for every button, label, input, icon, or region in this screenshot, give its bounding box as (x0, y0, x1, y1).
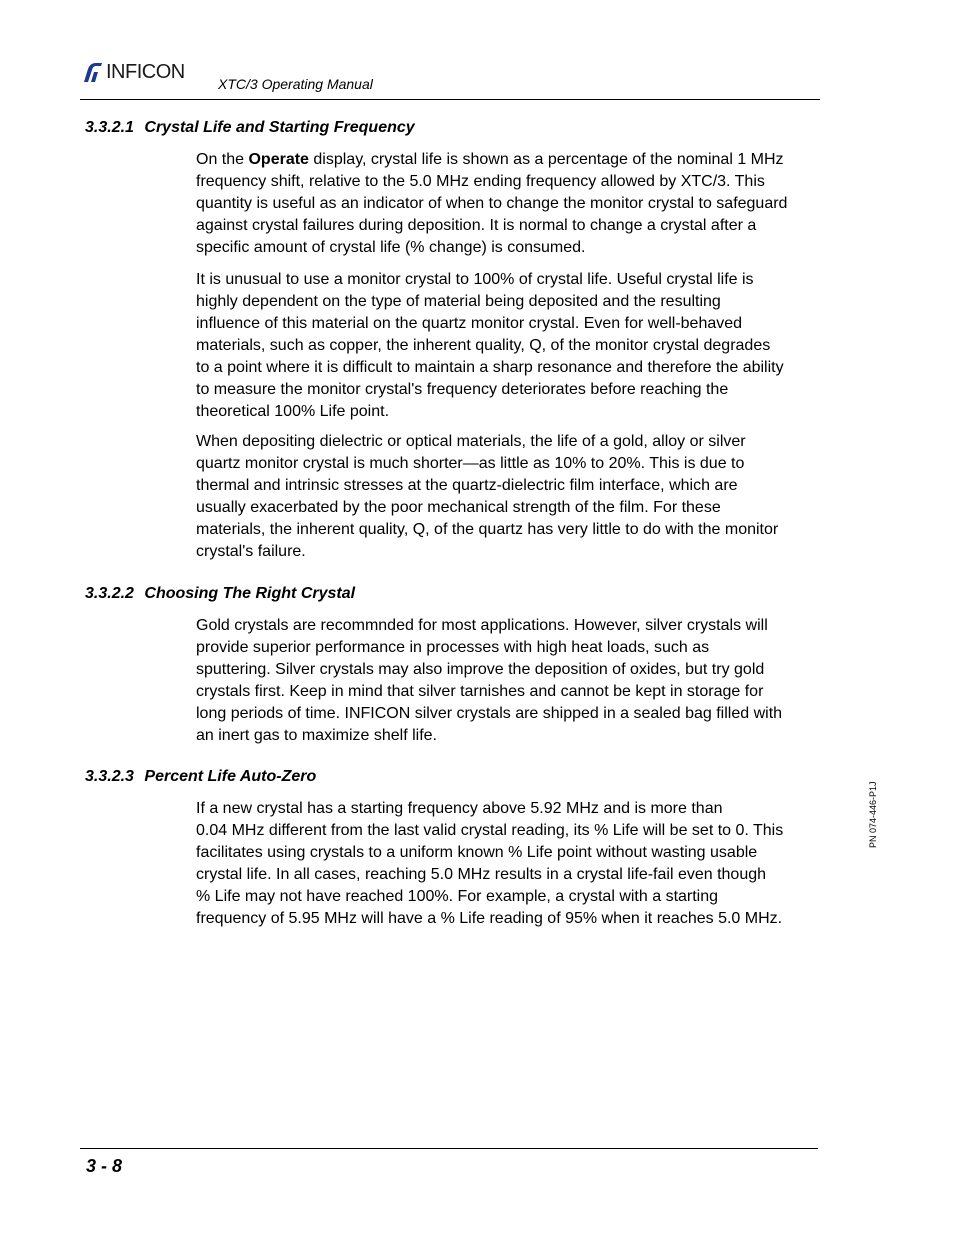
page-number: 3 - 8 (86, 1156, 123, 1176)
text-line: materials, the inherent quality, Q, of the quartz has very little to do with the monitor (196, 521, 779, 538)
text-line: On the Operate display, crystal life is shown as a percentage of the nominal 1 MHz (196, 151, 784, 168)
text-line: facilitates using crystals to a uniform known % Life point without wasting usable (196, 844, 758, 861)
text-line: When depositing dielectric or optical materials, the life of a gold, alloy or silver (196, 433, 746, 450)
section-title: Percent Life Auto-Zero (144, 768, 317, 785)
operate-display-term: Operate (248, 151, 309, 168)
text-line: quartz monitor crystal is much shorter—as little as 10% to 20%. This is due to (196, 455, 745, 472)
section-title: Choosing The Right Crystal (144, 585, 356, 602)
part-number: PN 074-446-P1J (868, 781, 878, 848)
header-rule (80, 99, 820, 100)
text-line: frequency of 5.95 MHz will have a % Life reading of 95% when it reaches 5.0 MHz. (196, 910, 783, 927)
text-line: long periods of time. INFICON silver crystals are shipped in a sealed bag filled with (196, 705, 783, 722)
text-line: highly dependent on the type of material being deposited and the resulting (196, 293, 721, 310)
section-number: 3.3.2.3 (85, 768, 134, 785)
inficon-logo (82, 60, 185, 84)
section-number: 3.3.2.2 (85, 585, 134, 602)
text-line: influence of this material on the quartz monitor crystal. Even for well-behaved (196, 315, 743, 332)
text-line: materials, such as copper, the inherent quality, Q, of the monitor crystal degrades (196, 337, 771, 354)
text-line: to a point where it is difficult to maintain a sharp resonance and therefore the ability (196, 359, 784, 376)
text-line: against crystal failures during deposition. It is normal to change a crystal after a (196, 217, 757, 234)
paragraph (196, 269, 820, 423)
text-line: If a new crystal has a starting frequency above 5.92 MHz and is more than (196, 800, 723, 817)
text-line: theoretical 100% Life point. (196, 403, 390, 420)
inficon-logo-mark-icon (82, 61, 104, 83)
footer-rule (80, 1148, 818, 1149)
text-line: sputtering. Silver crystals may also improve the deposition of oxides, but try gold (196, 661, 765, 678)
paragraph (196, 798, 820, 930)
manual-title: XTC/3 Operating Manual (218, 76, 373, 92)
text-line: Gold crystals are recommnded for most applications. However, silver crystals will (196, 617, 768, 634)
section-title: Crystal Life and Starting Frequency (144, 119, 415, 136)
text-line: % Life may not have reached 100%. For example, a crystal with a starting (196, 888, 719, 905)
text-line: quantity is useful as an indicator of when to change the monitor crystal to safeguard (196, 195, 788, 212)
paragraph (196, 615, 820, 747)
text-line: crystals first. Keep in mind that silver tarnishes and cannot be kept in storage for (196, 683, 764, 700)
inficon-logo-text: INFICON (106, 61, 185, 83)
text-line: an inert gas to maximize shelf life. (196, 727, 437, 744)
section-number: 3.3.2.1 (85, 119, 134, 136)
paragraph (196, 431, 820, 563)
section-heading-crystal-life (85, 119, 415, 137)
text-line: It is unusual to use a monitor crystal to 100% of crystal life. Useful crystal life is (196, 271, 754, 288)
section-heading-choosing-crystal (85, 585, 355, 603)
section-heading-percent-life (85, 768, 316, 786)
text-line: provide superior performance in processes with high heat loads, such as (196, 639, 710, 656)
text-line: frequency shift, relative to the 5.0 MHz ending frequency allowed by XTC/3. This (196, 173, 765, 190)
text-line: specific amount of crystal life (% change) is consumed. (196, 239, 586, 256)
text-line: thermal and intrinsic stresses at the quartz-dielectric film interface, which are (196, 477, 738, 494)
text-line: 0.04 MHz different from the last valid crystal reading, its % Life will be set to 0. This (196, 822, 784, 839)
paragraph (196, 149, 820, 259)
text-line: crystal's failure. (196, 543, 306, 560)
text-line: to measure the monitor crystal's frequency deteriorates before reaching the (196, 381, 729, 398)
text-line: usually exacerbated by the poor mechanical strength of the film. For these (196, 499, 721, 516)
text-line: crystal life. In all cases, reaching 5.0 MHz results in a crystal life-fail even though (196, 866, 767, 883)
